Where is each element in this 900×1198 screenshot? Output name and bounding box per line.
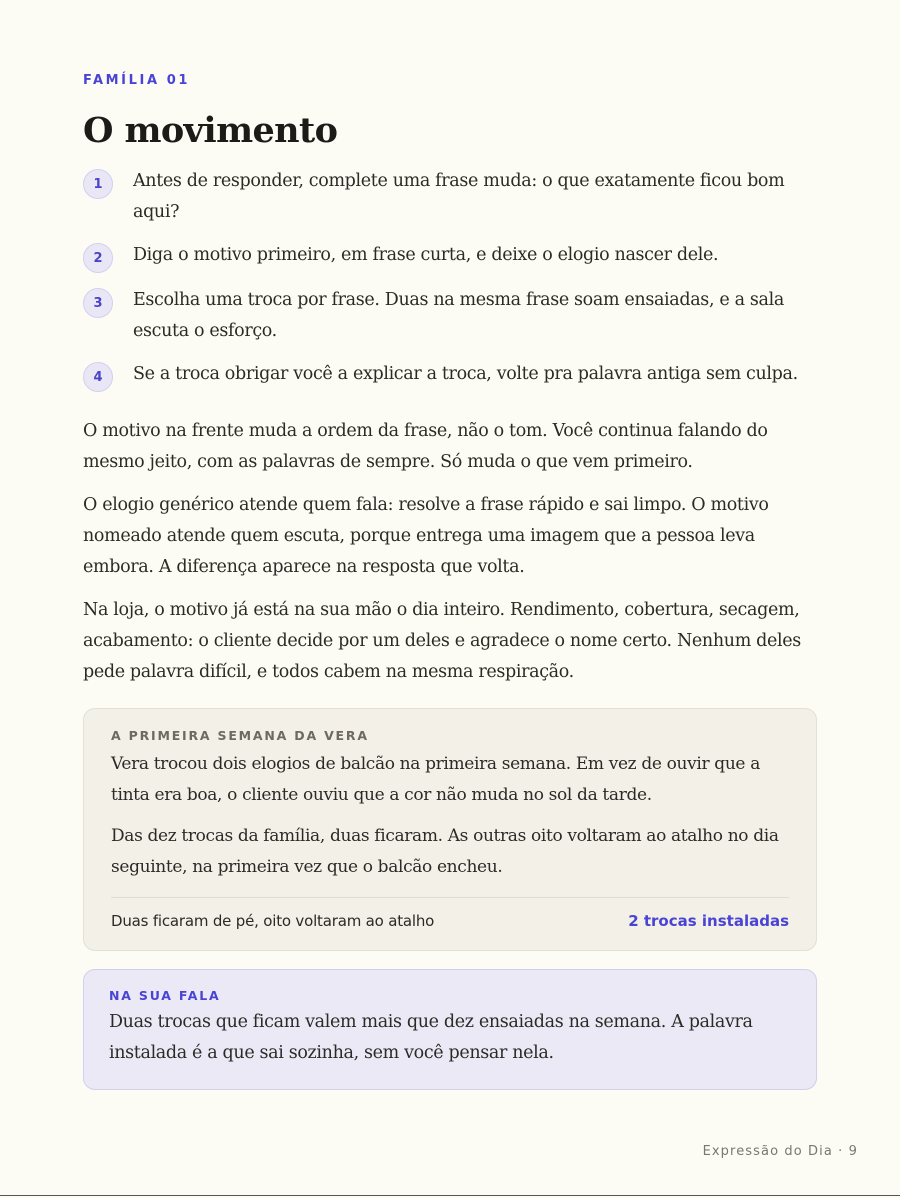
step-number-badge: 2 xyxy=(83,243,113,273)
steps-list xyxy=(83,166,817,392)
body-paragraph: O motivo na frente muda a ordem da frase, não o tom. Você continua falando do mesmo jeito, com as palavras de sempre. Só muda o que vem primeiro. xyxy=(83,421,768,472)
step-number-badge: 4 xyxy=(83,362,113,392)
takeaway-text: Duas trocas que ficam valem mais que dez ensaiadas na semana. A palavra instalada é a que sai sozinha, sem você pensar nela. xyxy=(109,1012,753,1063)
case-study-result: 2 trocas instaladas xyxy=(628,912,789,930)
step-item xyxy=(83,285,817,347)
case-study-paragraph: Das dez trocas da família, duas ficaram. As outras oito voltaram ao atalho no dia seguinte, na primeira vez que o balcão encheu. xyxy=(111,826,779,877)
case-study-label: A PRIMEIRA SEMANA DA VERA xyxy=(111,728,369,743)
step-number-badge: 1 xyxy=(83,169,113,199)
case-study-paragraph: Vera trocou dois elogios de balcão na primeira semana. Em vez de ouvir que a tinta era boa, o cliente ouviu que a cor não muda no sol da tarde. xyxy=(111,754,760,805)
main-content xyxy=(83,72,817,1090)
page-footer: Expressão do Dia · 9 xyxy=(702,1144,858,1159)
step-text: Escolha uma troca por frase. Duas na mesma frase soam ensaiadas, e a sala escuta o esforço. xyxy=(133,290,784,341)
takeaway-label: NA SUA FALA xyxy=(109,988,221,1003)
step-item xyxy=(83,359,817,392)
step-number-badge: 3 xyxy=(83,288,113,318)
step-text: Diga o motivo primeiro, em frase curta, e deixe o elogio nascer dele. xyxy=(133,245,719,265)
step-item xyxy=(83,240,817,273)
takeaway-box xyxy=(83,969,817,1090)
page-title: O movimento xyxy=(83,110,338,151)
body-paragraph: O elogio genérico atende quem fala: resolve a frase rápido e sai limpo. O motivo nomeado atende quem escuta, porque entrega uma imagem que a pessoa leva embora. A diferença aparece na resposta que volta. xyxy=(83,495,769,577)
case-study-footer xyxy=(111,897,789,930)
case-study-summary: Duas ficaram de pé, oito voltaram ao atalho xyxy=(111,912,435,930)
step-item xyxy=(83,166,817,228)
step-text: Se a troca obrigar você a explicar a troca, volte pra palavra antiga sem culpa. xyxy=(133,364,798,384)
step-text: Antes de responder, complete uma frase muda: o que exatamente ficou bom aqui? xyxy=(133,171,785,222)
body-paragraph: Na loja, o motivo já está na sua mão o dia inteiro. Rendimento, cobertura, secagem, acabamento: o cliente decide por um deles e agradece o nome certo. Nenhum deles pede palavra difícil, e todos cabem na mesma respiração. xyxy=(83,600,801,682)
case-study-box xyxy=(83,708,817,951)
section-kicker: FAMÍLIA 01 xyxy=(83,73,191,88)
